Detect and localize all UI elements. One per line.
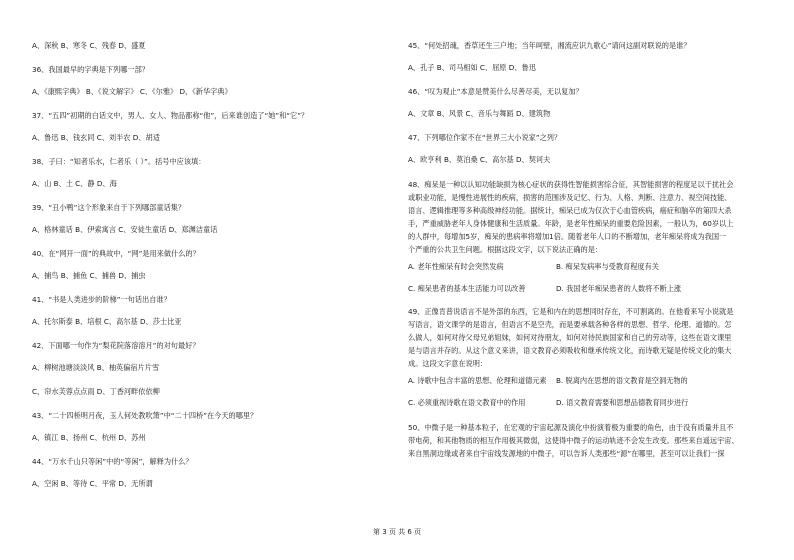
- spacer: [32, 327, 372, 340]
- q48-option: B. 痴呆发病率与受教育程度有关: [556, 262, 659, 271]
- spacer: [32, 97, 372, 110]
- q49-block: [408, 305, 776, 370]
- q49-option: C. 必须重视诗歌在语文教育中的作用: [408, 398, 526, 407]
- answer-options: A、孔子 B、司马相如 C、屈原 D、鲁迅: [408, 63, 536, 72]
- q48-line: 的人群中，每增加5岁，痴呆的患病率将增加1倍。随着老年人口的不断增加，老年痴呆将成为我国一: [408, 232, 727, 241]
- spacer: [32, 421, 372, 432]
- q49-option: D. 语文教育需要和思想品德教育同步进行: [556, 398, 689, 407]
- answer-options: A、山 B、土 C、静 D、海: [32, 179, 117, 188]
- answer-options: A、格林童话 B、伊索寓言 C、安徒生童话 D、郑渊洁童话: [32, 225, 218, 234]
- spacer: [408, 51, 776, 62]
- q49-line: 么做人，如何对待父母兄弟姐妹，如何对待朋友，如何对待民族国家和自己的劳动等，这些在语文课里: [408, 333, 732, 342]
- answer-options: A、文章 B、风景 C、音乐与舞蹈 D、建筑物: [408, 109, 551, 118]
- spacer: [408, 294, 776, 305]
- answer-options: C、帘水芙蓉点点雨 D、丁香河畔依依柳: [32, 387, 160, 396]
- question-stem: 40、在“网开一面”的典故中，“网”是用来做什么的？: [32, 249, 200, 258]
- question-stem: 43、“二十四桥明月夜，玉人何处教吹箫”中“二十四桥”在今天的哪里？: [32, 411, 258, 420]
- left-column: [32, 40, 372, 502]
- q48-block: [408, 178, 776, 256]
- spacer: [32, 397, 372, 410]
- answer-options: A、《康熙字典》 B、《说文解字》 C、《尔雅》 D、《新华字典》: [32, 87, 232, 96]
- question-stem: 37、“五四”初期的白话文中，男人、女人、物品都称“他”，后来谁创造了“她”和“它”？: [32, 111, 309, 120]
- spacer: [408, 408, 776, 419]
- q48-option: D. 我国老年痴呆患者的人数将不断上涨: [556, 284, 682, 293]
- spacer: [32, 305, 372, 316]
- q48-option-row: [408, 283, 776, 294]
- answer-options: A、镇江 B、扬州 C、杭州 D、苏州: [32, 433, 146, 442]
- q48-line: 语言、逻辑推理等多种高级神经功能。据统计，痴呆已成为仅次于心血管疾病，癌症和脑卒的第四大杀: [408, 206, 732, 215]
- spacer: [32, 259, 372, 270]
- spacer: [32, 143, 372, 156]
- answer-options: A、欧亨利 B、莫泊桑 C、高尔基 D、契诃夫: [408, 155, 551, 164]
- question-stem: 41、“书是人类进步的阶梯”一句话出自谁？: [32, 295, 171, 304]
- question-stem: 45、“何处招魂，香草还生三户地；当年呵壁，湘流应识九歌心”请问这副对联说的是谁？: [408, 41, 691, 50]
- q49-line: 成。这段文字意在说明：: [408, 359, 488, 368]
- question-stem: 38、子曰：“知者乐水，仁者乐（ ）”。括号中应该填：: [32, 157, 206, 166]
- q50-line: 带电荷，和其他物质的相互作用极其微弱，这使得中微子的运动轨迹不会发生改变。那些来自遥远宇宙、: [408, 436, 739, 445]
- answer-options: A、捕鸟 B、捕鱼 C、捕兽 D、捕虫: [32, 271, 146, 280]
- q50-line: 来自黑洞边缘或者来自宇宙线发源地的中微子，可以告诉人类那些“源”在哪里，甚至可以让我们一探: [408, 449, 725, 458]
- q49-option: A. 诗歌中包含丰富的思想、伦理和道德元素: [408, 376, 547, 385]
- question-stem: 36、我国最早的字典是下列哪一部？: [32, 65, 149, 74]
- q48-option: A. 老年性痴呆有时会突然发病: [408, 262, 504, 271]
- question-stem: 39、“丑小鸭”这个形象来自于下列哪部童话集？: [32, 203, 186, 212]
- spacer: [32, 489, 372, 502]
- spacer: [32, 75, 372, 86]
- answer-options: A、托尔斯泰 B、培根 C、高尔基 D、莎士比亚: [32, 317, 182, 326]
- q48-line: 48、痴呆是一种以认知功能缺损为核心症状的获得性智能损害综合征，其智能损害的程度足以干扰社会: [408, 180, 734, 189]
- spacer: [408, 386, 776, 397]
- spacer: [408, 272, 776, 283]
- answer-options: A、柳树池塘淡淡风 B、柚英偏宿片片雪: [32, 363, 160, 372]
- q48-line: 或职业功能，是慢性进展性的疾病，损害的范围涉及记忆、行为、人格、判断、注意力、视空间技能、: [408, 193, 732, 202]
- spacer: [32, 351, 372, 362]
- q48-line: 手，严重威胁老年人身体健康和生活质量。年龄，是老年性痴呆的重要危险因素，一般认为，60岁以上: [408, 219, 734, 228]
- spacer: [408, 97, 776, 108]
- q49-line: 是与语言并存的。从这个意义来讲，语文教育必须吸收和继承传统文化，而诗歌无疑是传统文化的集大: [408, 346, 732, 355]
- page-number: 第 3 页 共 6 页: [372, 528, 422, 536]
- spacer: [32, 167, 372, 178]
- spacer: [408, 143, 776, 154]
- spacer: [32, 467, 372, 478]
- spacer: [32, 121, 372, 132]
- question-stem: 42、下面哪一句作为“梨花院落溶溶月”的对句最好？: [32, 341, 200, 350]
- spacer: [408, 119, 776, 132]
- right-column: [408, 40, 776, 460]
- spacer: [32, 51, 372, 64]
- question-stem: 47、下列哪位作家不在“世界三大小说家”之列？: [408, 133, 562, 142]
- answer-options: A、空闲 B、等待 C、平常 D、无所谓: [32, 479, 153, 488]
- question-stem: 44、“万水千山只等闲”中的“等闲”，解释为什么？: [32, 457, 193, 466]
- spacer: [32, 235, 372, 248]
- spacer: [32, 373, 372, 386]
- q49-option: B. 脱离内在思想的语文教育是空洞无物的: [556, 376, 688, 385]
- answer-options: A、鲁迅 B、钱玄同 C、刘半农 D、胡适: [32, 133, 160, 142]
- q49-line: 写语言，语文课学的是语言，但语言不是空壳，而是要承载各种各样的思想、哲学、伦理、道德的。怎: [408, 320, 732, 329]
- q48-option: C. 痴呆患者的基本生活能力可以改善: [408, 284, 526, 293]
- q49-option-row: [408, 397, 776, 408]
- spacer: [32, 281, 372, 294]
- q48-option-row: [408, 261, 776, 272]
- q48-line: 个严重的公共卫生问题。根据这段文字，以下说法正确的是：: [408, 245, 603, 254]
- question-stem: 46、“叹为观止”本意是赞美什么尽善尽美，无以复加？: [408, 87, 583, 96]
- spacer: [32, 189, 372, 202]
- q50-block: [408, 421, 776, 460]
- q49-line: 49、正像肯普说语言不是外部的东西，它是和内在的思想同时存在，不可割离的。在他看来写小说就是: [408, 307, 734, 316]
- spacer: [408, 165, 776, 178]
- spacer: [32, 443, 372, 456]
- q49-option-row: [408, 375, 776, 386]
- q50-line: 50、中微子是一种基本粒子，在宏观的宇宙起源及演化中扮演着极为重要的角色，由于没有质量并且不: [408, 423, 734, 432]
- spacer: [32, 213, 372, 224]
- spacer: [408, 73, 776, 86]
- answer-options: A、深秋 B、寒冬 C、残春 D、盛夏: [32, 41, 146, 50]
